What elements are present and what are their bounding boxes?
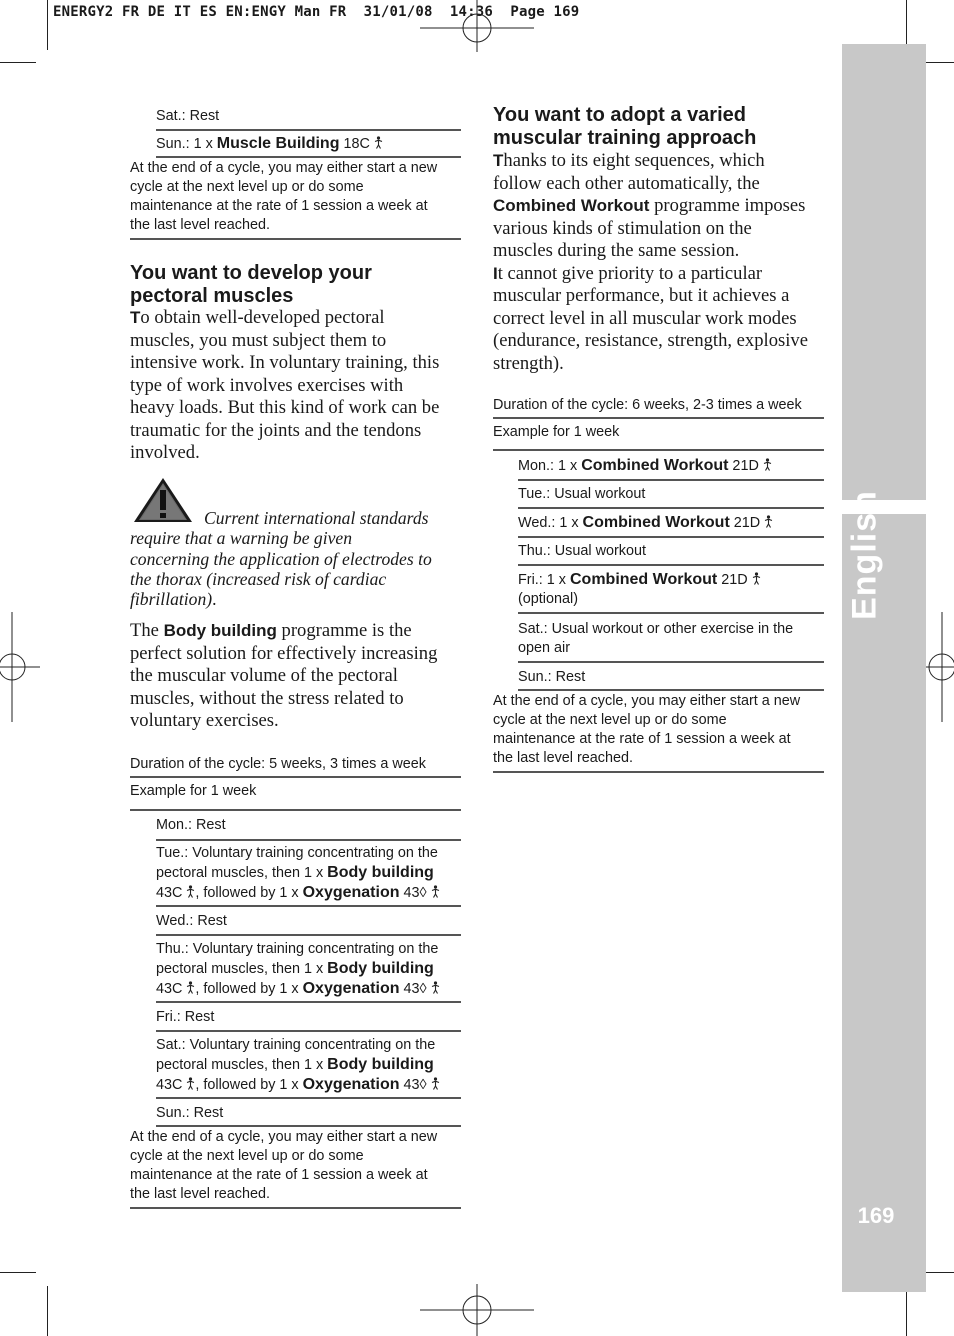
cycle-end-note: At the end of a cycle, you may either start a new cycle at the next level up or do some maintenance at the rate of 1 session a week at the last level reached. bbox=[130, 1127, 461, 1209]
schedule-row-thu: Thu.: Usual workout bbox=[518, 538, 824, 566]
schedule-row-fri: Fri.: 1 x Combined Workout 21D (optional) bbox=[518, 566, 824, 614]
schedule-row-sat: Sat.: Usual workout or other exercise in the open air bbox=[518, 614, 824, 663]
weekly-schedule bbox=[156, 811, 461, 1127]
schedule-row-tue: Tue.: Voluntary training concentrating on the pectoral muscles, then 1 x Body building 43C , followed by 1 x Oxygenation 43◊ bbox=[156, 841, 461, 907]
schedule-row-sat: Sat.: Rest bbox=[156, 107, 461, 131]
weekly-schedule bbox=[518, 451, 824, 691]
schedule-row-thu: Thu.: Voluntary training concentrating on the pectoral muscles, then 1 x Body building 43C , followed by 1 x Oxygenation 43◊ bbox=[156, 936, 461, 1003]
body-building-paragraph: The Body building programme is the perfect solution for effectively increasing the muscular volume of the pectoral muscles, without the stress related to voluntary exercises. bbox=[130, 620, 438, 731]
registration-mark-top bbox=[420, 0, 534, 52]
section-heading-pectoral: You want to develop your pectoral muscles bbox=[130, 262, 372, 307]
drop-initial: I bbox=[493, 263, 498, 283]
schedule-row-sat: Sat.: Voluntary training concentrating on the pectoral muscles, then 1 x Body building 43C , followed by 1 x Oxygenation 43◊ bbox=[156, 1032, 461, 1099]
drop-initial: T bbox=[493, 151, 504, 170]
person-figure-icon bbox=[431, 981, 440, 994]
language-label: English bbox=[845, 490, 884, 620]
registration-mark-bottom bbox=[420, 1284, 534, 1336]
schedule-row-sun: Sun.: 1 x Muscle Building 18C bbox=[156, 131, 461, 158]
person-figure-icon bbox=[752, 572, 761, 585]
schedule-row-tue: Tue.: Usual workout bbox=[518, 481, 824, 509]
diamond-icon: ◊ bbox=[419, 885, 427, 901]
print-slug: ENERGY2 FR DE IT ES EN:ENGY Man FR 31/01/08 14:36 Page 169 bbox=[53, 4, 580, 20]
diamond-icon: ◊ bbox=[419, 981, 427, 997]
cycle-duration: Duration of the cycle: 6 weeks, 2-3 times a week bbox=[493, 396, 824, 419]
person-figure-icon bbox=[764, 515, 773, 528]
registration-mark-left bbox=[0, 612, 40, 722]
schedule-row-sun: Sun.: Rest bbox=[518, 663, 824, 691]
schedule-row-mon: Mon.: 1 x Combined Workout 21D bbox=[518, 451, 824, 481]
cycle-duration: Duration of the cycle: 5 weeks, 3 times a week bbox=[130, 755, 461, 778]
drop-initial: T bbox=[130, 308, 141, 327]
cycle-end-note: At the end of a cycle, you may either start a new cycle at the next level up or do some maintenance at the rate of 1 session a week at the last level reached. bbox=[493, 691, 824, 773]
pectoral-intro-paragraph: To obtain well-developed pectoral muscles, you must subject them to intensive work. In voluntary training, this type of work involves exercises with heavy loads. But this kind of work can be traumatic for the joints and the tendons involved. bbox=[130, 307, 440, 463]
cycle-end-note: At the end of a cycle, you may either start a new cycle at the next level up or do some maintenance at the rate of 1 session a week at the last level reached. bbox=[130, 158, 461, 240]
schedule-row-wed: Wed.: 1 x Combined Workout 21D bbox=[518, 509, 824, 538]
page-number: 169 bbox=[857, 1203, 895, 1228]
person-figure-icon bbox=[431, 885, 440, 898]
schedule-row-fri: Fri.: Rest bbox=[156, 1003, 461, 1032]
person-figure-icon bbox=[431, 1077, 440, 1090]
schedule-row-wed: Wed.: Rest bbox=[156, 907, 461, 936]
example-label: Example for 1 week bbox=[130, 778, 461, 811]
language-sidebar bbox=[842, 44, 926, 1292]
section-heading-varied: You want to adopt a varied muscular training approach bbox=[493, 104, 757, 149]
combined-workout-paragraph: Thanks to its eight sequences, which follow each other automatically, the Combined Workout programme imposes various kinds of stimulation on the muscles during the same session. It cannot give priority to a particular muscular performance, but it achieves a correct level in all muscular work modes (endurance, resistance, strength, explosive strength). bbox=[493, 150, 808, 374]
left-top-schedule bbox=[130, 107, 461, 240]
left-cycle-table bbox=[130, 755, 461, 1209]
diamond-icon: ◊ bbox=[419, 1077, 427, 1093]
example-label: Example for 1 week bbox=[493, 419, 824, 451]
right-cycle-table bbox=[493, 396, 824, 773]
person-figure-icon bbox=[763, 458, 772, 471]
warning-text: Current international standards require that a warning be given concerning the application of electrodes to the thorax (increased risk of cardiac fibrillation). bbox=[130, 508, 432, 610]
schedule-row-mon: Mon.: Rest bbox=[156, 811, 461, 841]
schedule-row-sun: Sun.: Rest bbox=[156, 1099, 461, 1127]
person-figure-icon bbox=[374, 136, 383, 149]
